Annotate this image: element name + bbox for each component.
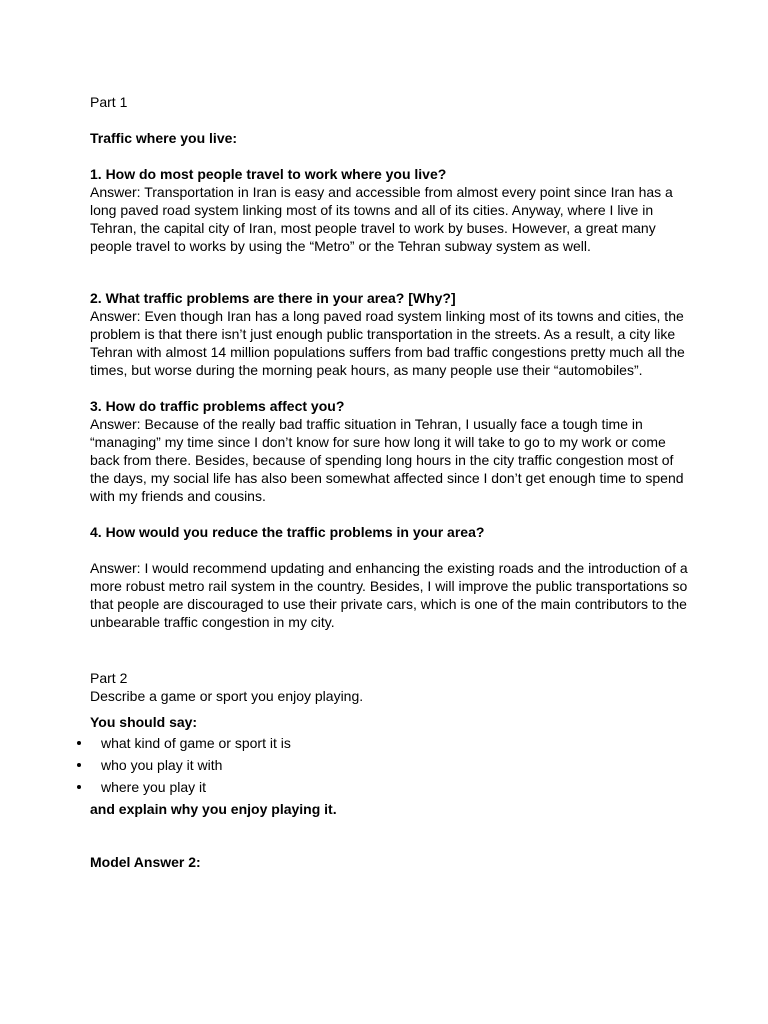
bullet-icon bbox=[77, 763, 81, 767]
part2-label: Part 2 bbox=[90, 670, 128, 686]
part1-section-title: Traffic where you live: bbox=[90, 130, 238, 146]
question-4: 4. How would you reduce the traffic problems in your area? bbox=[90, 524, 485, 540]
bullet-icon bbox=[77, 785, 81, 789]
bullet-text: where you play it bbox=[101, 779, 207, 795]
question-3: 3. How do traffic problems affect you? bbox=[90, 398, 345, 414]
part1-label: Part 1 bbox=[90, 94, 128, 110]
document-content bbox=[90, 93, 690, 871]
cue-card-bullets bbox=[90, 734, 690, 800]
answer-1: Answer: Transportation in Iran is easy and accessible from almost every point since Iran has a long paved road system linking most of its towns and all of its cities. Anyway, where I live in Tehran, the capital city of Iran, most people travel to work by buses. However, a great many people travel to works by using the “Metro” or the Tehran subway system as well. bbox=[90, 184, 673, 254]
answer-2: Answer: Even though Iran has a long paved road system linking most of its towns and cities, the problem is that there isn’t just enough public transportation in the streets. As a result, a city like Tehran with almost 14 million populations suffers from bad traffic congestions pretty much all the times, but worse during the morning peak hours, as many people use their “automobiles”. bbox=[90, 308, 685, 378]
you-should-say-heading: You should say: bbox=[90, 714, 198, 730]
bullet-text: who you play it with bbox=[101, 757, 223, 773]
question-2: 2. What traffic problems are there in your area? [Why?] bbox=[90, 290, 456, 306]
answer-4: Answer: I would recommend updating and enhancing the existing roads and the introduction of a more robust metro rail system in the country. Besides, I will improve the public transportations so that people are discouraged to use their private cars, which is one of the main contributors to the unbearable traffic congestion in my city. bbox=[90, 560, 688, 630]
bullet-item bbox=[90, 778, 690, 800]
question-1: 1. How do most people travel to work where you live? bbox=[90, 166, 447, 182]
explain-line: and explain why you enjoy playing it. bbox=[90, 801, 337, 817]
part2-prompt: Describe a game or sport you enjoy playing. bbox=[90, 688, 364, 704]
bullet-item bbox=[90, 756, 690, 778]
bullet-text: what kind of game or sport it is bbox=[101, 735, 291, 751]
model-answer-heading: Model Answer 2: bbox=[90, 854, 201, 870]
bullet-item bbox=[90, 734, 690, 756]
answer-3: Answer: Because of the really bad traffic situation in Tehran, I usually face a tough time in “managing” my time since I don’t know for sure how long it will take to go to my work or come back from there. Besides, because of spending long hours in the city traffic congestion most of the days, my social life has also been somewhat affected since I don’t get enough time to spend with my friends and cousins. bbox=[90, 416, 684, 504]
bullet-icon bbox=[77, 741, 81, 745]
